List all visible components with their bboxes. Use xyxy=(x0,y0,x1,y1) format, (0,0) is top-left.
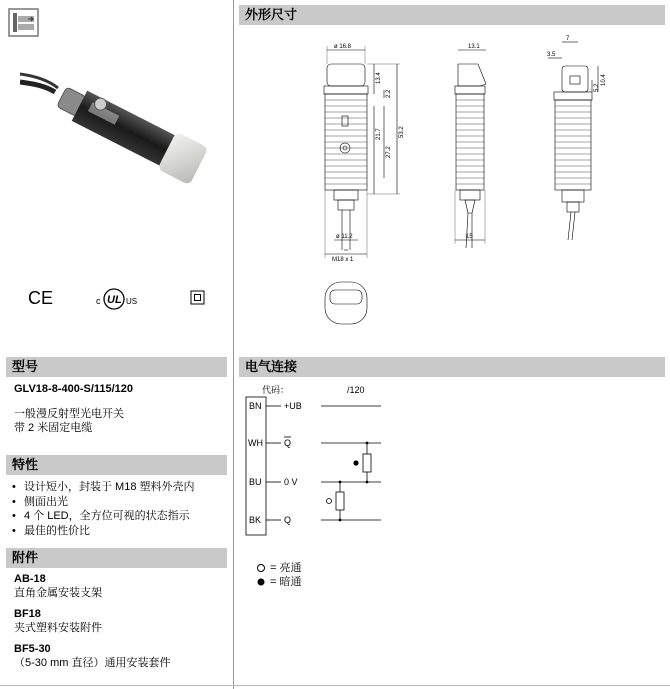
signal-ub: +UB xyxy=(284,401,302,411)
dim-217: 21.7 xyxy=(376,128,382,140)
feature-item: • 侧面出光 xyxy=(12,495,195,510)
feature-item: • 最佳的性价比 xyxy=(12,524,195,539)
accessory-code: AB-18 xyxy=(14,573,46,585)
signal-q: Q xyxy=(284,515,292,525)
dim-52: 5.2 xyxy=(594,83,600,92)
light-on-symbol-icon xyxy=(256,563,266,573)
ul-us-label: US xyxy=(126,297,138,306)
dim-15: 15 xyxy=(466,234,473,240)
dim-35: 3.5 xyxy=(547,52,556,58)
feature-item: • 4 个 LED，全方位可视的状态指示 xyxy=(12,509,195,524)
accessories-section-header: 附件 xyxy=(6,548,227,568)
pin-wh: WH xyxy=(248,438,263,448)
code-label: 代码： xyxy=(262,385,290,395)
dim-side-width: 13.1 xyxy=(468,44,480,50)
pin-bn: BN xyxy=(249,401,262,411)
accessory-desc: 夹式塑料安装附件 xyxy=(14,622,102,634)
model-number: GLV18-8-400-S/115/120 xyxy=(14,383,134,395)
dim-104: 10.4 xyxy=(601,74,607,86)
double-insulation-icon xyxy=(190,290,206,306)
pin-bk: BK xyxy=(249,515,262,525)
dark-on-symbol-icon xyxy=(256,577,266,587)
variant-label: /120 xyxy=(347,385,365,395)
legend-dark-on: = 暗通 xyxy=(270,576,302,588)
svg-text:UL: UL xyxy=(107,294,122,306)
dimension-drawing xyxy=(300,28,610,338)
cul-mark-icon xyxy=(96,286,148,312)
dim-top-w: 7 xyxy=(566,36,570,42)
dimensions-section-header: 外形尺寸 xyxy=(239,5,665,25)
dim-thread: M18 x 1 xyxy=(332,257,354,263)
column-divider xyxy=(233,0,234,689)
model-section-header: 型号 xyxy=(6,357,227,377)
accessory-code: BF18 xyxy=(14,608,41,620)
page-bottom-rule xyxy=(0,685,670,686)
product-description: 一般漫反射型光电开关 xyxy=(14,408,124,420)
features-section-header: 特性 xyxy=(6,455,227,475)
signal-0v: 0 V xyxy=(284,477,298,487)
product-photo xyxy=(20,72,220,212)
svg-text:c: c xyxy=(96,296,101,306)
dim-134: 13.4 xyxy=(376,72,382,84)
ce-mark: CE xyxy=(28,288,54,308)
document-logo-icon xyxy=(8,8,40,38)
pin-bu: BU xyxy=(249,477,262,487)
signal-q-inverted: Q xyxy=(284,438,292,448)
dim-112: ø 11.2 xyxy=(336,234,353,240)
dim-22: 2.2 xyxy=(386,89,392,98)
accessory-code: BF5-30 xyxy=(14,643,51,655)
accessory-desc: 直角金属安装支架 xyxy=(14,587,102,599)
feature-item: • 设计短小，封装于 M18 塑料外壳内 xyxy=(12,480,195,495)
wiring-diagram xyxy=(245,394,395,539)
dim-532: 53.2 xyxy=(399,126,405,138)
features-list xyxy=(12,480,195,538)
accessory-desc: （5-30 mm 直径）通用安装套件 xyxy=(14,657,171,669)
dim-272: 27.2 xyxy=(386,146,392,158)
dim-width: ø 16.8 xyxy=(334,44,352,50)
electrical-section-header: 电气连接 xyxy=(239,357,665,377)
legend-light-on: = 亮通 xyxy=(270,562,302,574)
cable-description: 带 2 米固定电缆 xyxy=(14,422,93,434)
